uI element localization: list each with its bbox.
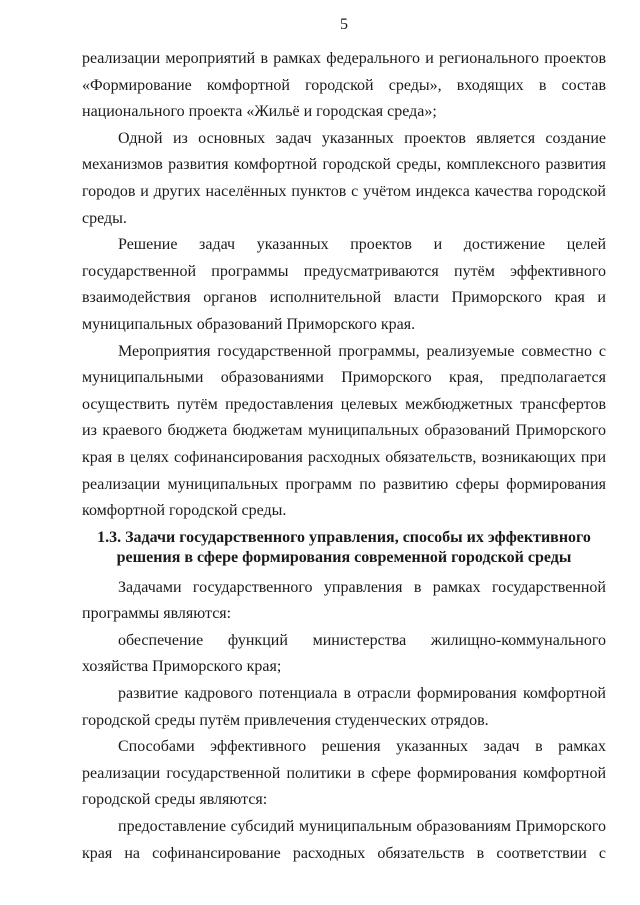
paragraph-5: Задачами государственного управления в рамках государственной программы являются: <box>82 578 606 623</box>
paragraph-4: Мероприятия государственной программы, реализуемые совместно с муниципальными образованиями Приморского края, предполагается осуществить путём предоставления целевых межбюджетных трансфертов из краевого бюджета бюджетам муниципальных образований Приморского края в целях софинансирования расходных обязательств, возникающих при реализации муниципальных программ по развитию сферы формирования комфортной городской среды. <box>82 342 606 520</box>
paragraph-7: развитие кадрового потенциала в отрасли формирования комфортной городской среды путём привлечения студенческих отрядов. <box>82 685 606 729</box>
paragraph-2: Одной из основных задач указанных проектов является создание механизмов развития комфортной городской среды, комплексного развития городов и других населённых пунктов с учётом индекса качества городской среды. <box>82 129 606 227</box>
paragraph-9: предоставление субсидий муниципальным образованиям Приморского края на софинансирование расходных обязательств в соответствии с <box>82 818 606 862</box>
document-body <box>82 46 606 867</box>
paragraph-1: реализации мероприятий в рамках федерального и регионального проектов «Формирование комфортной городской среды», входящих в состав национального проекта «Жильё и городская среда»; <box>82 50 606 121</box>
section-heading-line-1: 1.3. Задачи государственного управления, способы их эффективного <box>97 528 591 546</box>
paragraph-8: Способами эффективного решения указанных задач в рамках реализации государственной политики в сфере формирования комфортной городской среды являются: <box>82 738 606 809</box>
paragraph-3: Решение задач указанных проектов и достижение целей государственной программы предусматриваются путём эффективного взаимодействия органов исполнительной власти Приморского края и муниципальных образований Приморского края. <box>82 236 606 333</box>
section-heading-line-2: решения в сфере формирования современной городской среды <box>116 548 572 566</box>
section-heading <box>82 525 606 575</box>
paragraph-6: обеспечение функций министерства жилищно-коммунального хозяйства Приморского края; <box>82 631 606 676</box>
page-number: 5 <box>340 16 348 33</box>
